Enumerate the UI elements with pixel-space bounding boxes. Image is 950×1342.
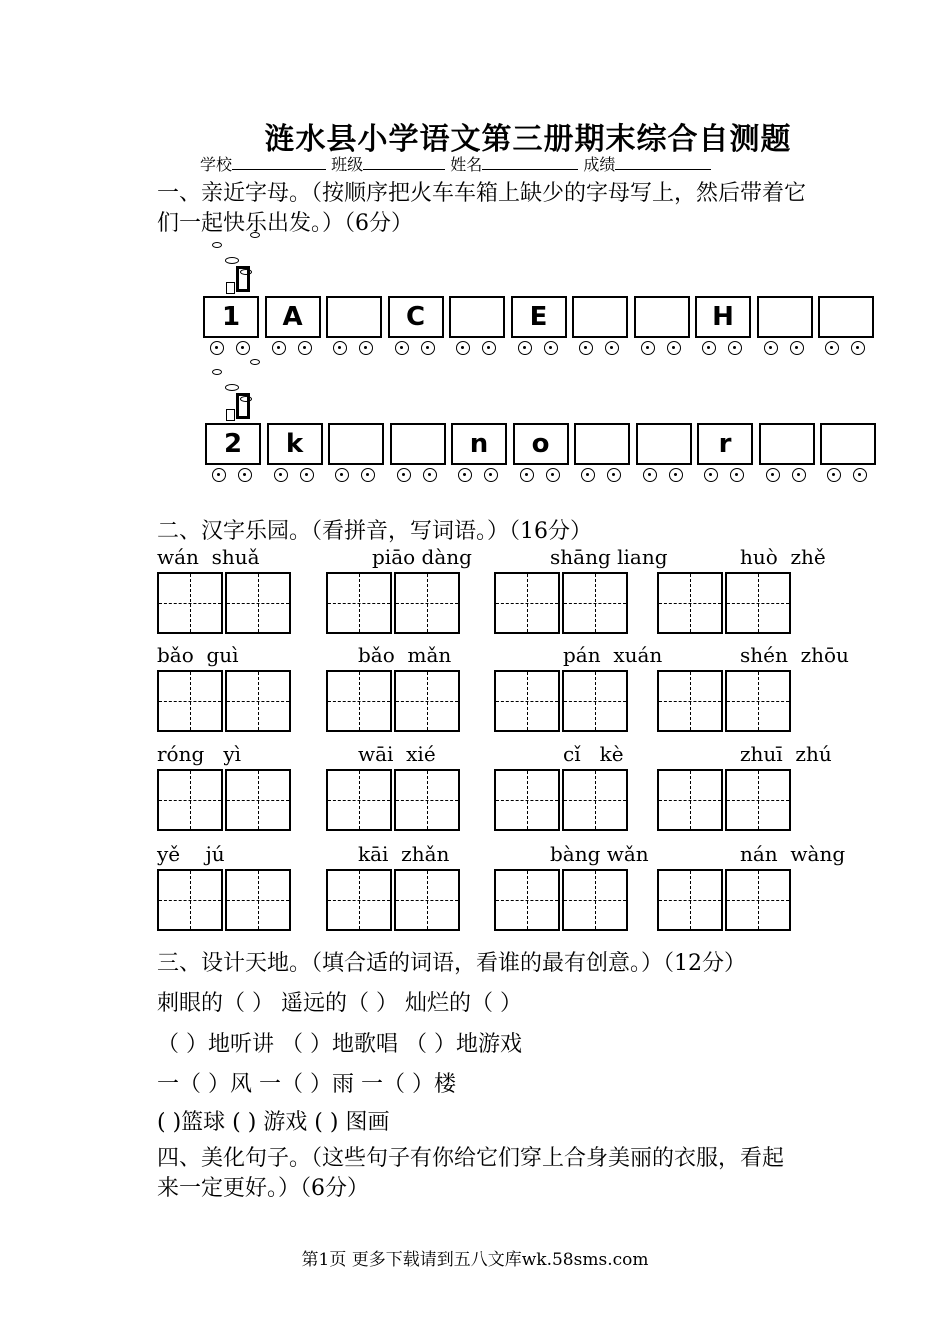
pinyin-label: yě jú	[157, 842, 225, 866]
wheel-icon	[728, 341, 742, 355]
writing-cell[interactable]	[725, 869, 791, 931]
cell-guide-vertical	[359, 771, 360, 829]
wheel-icon	[827, 468, 841, 482]
section3-line-3: 一（ ）风 一（ ）雨 一（ ）楼	[157, 1072, 456, 1097]
writing-cell[interactable]	[562, 869, 628, 931]
wheel-icon	[766, 468, 780, 482]
score-blank[interactable]	[615, 155, 711, 170]
pinyin-label: piāo dàng	[372, 545, 472, 569]
wheel-icon	[423, 468, 437, 482]
wheel-icon	[335, 468, 349, 482]
writing-cell[interactable]	[225, 769, 291, 831]
train-car[interactable]	[820, 423, 876, 465]
class-blank[interactable]	[363, 155, 445, 170]
pinyin-label: zhuī zhú	[740, 742, 832, 766]
section2-heading: 二、汉字乐园。（看拼音，写词语。）（16分）	[157, 519, 592, 544]
wheel-icon	[274, 468, 288, 482]
name-label: 姓名	[450, 155, 483, 174]
cell-guide-vertical	[690, 574, 691, 632]
wheel-icon	[641, 341, 655, 355]
smoke-puff	[212, 369, 222, 375]
pinyin-label: wāi xié	[358, 742, 436, 766]
wheel-icon	[333, 341, 347, 355]
train-car[interactable]	[328, 423, 384, 465]
cell-guide-vertical	[427, 574, 428, 632]
train-car[interactable]	[636, 423, 692, 465]
info-line	[200, 152, 711, 175]
writing-cell[interactable]	[657, 769, 723, 831]
cell-guide-vertical	[258, 771, 259, 829]
wheel-icon	[421, 341, 435, 355]
pinyin-label: shén zhōu	[740, 643, 849, 667]
train-car: k	[267, 423, 323, 465]
smoke-puff	[225, 384, 239, 391]
train-car: o	[513, 423, 569, 465]
chimney	[236, 393, 250, 419]
writing-cell[interactable]	[394, 670, 460, 732]
wheel-icon	[704, 468, 718, 482]
wheel-icon	[669, 468, 683, 482]
wheel-icon	[605, 341, 619, 355]
writing-cell[interactable]	[394, 869, 460, 931]
wheel-icon	[238, 468, 252, 482]
cell-guide-vertical	[527, 771, 528, 829]
wheel-icon	[702, 341, 716, 355]
cell-guide-vertical	[758, 871, 759, 929]
section4-heading-1: 四、美化句子。（这些句子有你给它们穿上合身美丽的衣服，看起	[157, 1146, 785, 1171]
writing-cell[interactable]	[725, 769, 791, 831]
writing-cell[interactable]	[326, 572, 392, 634]
cell-guide-vertical	[359, 574, 360, 632]
engine-car: 1	[203, 296, 259, 338]
chimney	[236, 266, 250, 292]
pinyin-label: wán shuǎ	[157, 545, 260, 569]
wheel-icon	[361, 468, 375, 482]
section1-heading-1: 一、亲近字母。（按顺序把火车车箱上缺少的字母写上，然后带着它	[157, 181, 807, 206]
pinyin-label: bǎo guì	[157, 643, 239, 667]
train-car[interactable]	[759, 423, 815, 465]
wheel-icon	[792, 468, 806, 482]
train-car[interactable]	[326, 296, 382, 338]
wheel-icon	[300, 468, 314, 482]
writing-cell[interactable]	[494, 869, 560, 931]
wheel-icon	[482, 341, 496, 355]
wheel-icon	[730, 468, 744, 482]
cell-guide-vertical	[258, 871, 259, 929]
cab	[226, 409, 235, 421]
pinyin-label: bàng wǎn	[550, 842, 649, 866]
writing-cell[interactable]	[725, 572, 791, 634]
smoke-puff	[212, 242, 222, 248]
page-title: 涟水县小学语文第三册期末综合自测题	[264, 122, 792, 157]
cell-guide-vertical	[258, 574, 259, 632]
train-car: r	[697, 423, 753, 465]
cell-guide-vertical	[427, 871, 428, 929]
wheel-icon	[520, 468, 534, 482]
writing-cell[interactable]	[225, 572, 291, 634]
cell-guide-vertical	[595, 771, 596, 829]
cell-guide-vertical	[595, 672, 596, 730]
page-footer: 第1页 更多下载请到五八文库wk.58sms.com	[301, 1250, 649, 1270]
wheel-icon	[579, 341, 593, 355]
cell-guide-vertical	[190, 771, 191, 829]
train-car: H	[695, 296, 751, 338]
school-blank[interactable]	[232, 155, 326, 170]
cell-guide-vertical	[258, 672, 259, 730]
score-label: 成绩	[583, 155, 616, 174]
cell-guide-vertical	[190, 672, 191, 730]
train-car[interactable]	[574, 423, 630, 465]
writing-cell[interactable]	[157, 670, 223, 732]
train-car[interactable]	[634, 296, 690, 338]
writing-cell[interactable]	[394, 769, 460, 831]
wheel-icon	[210, 341, 224, 355]
cell-guide-vertical	[427, 672, 428, 730]
pinyin-label: cǐ kè	[563, 742, 624, 766]
writing-cell[interactable]	[326, 869, 392, 931]
wheel-icon	[790, 341, 804, 355]
wheel-icon	[272, 341, 286, 355]
wheel-icon	[607, 468, 621, 482]
wheel-icon	[764, 341, 778, 355]
writing-cell[interactable]	[725, 670, 791, 732]
wheel-icon	[458, 468, 472, 482]
pinyin-label: huò zhě	[740, 545, 826, 569]
train-car: n	[451, 423, 507, 465]
cell-guide-vertical	[427, 771, 428, 829]
section4-heading-2: 来一定更好。）（6分）	[157, 1176, 369, 1201]
cell-guide-vertical	[595, 871, 596, 929]
cell-guide-vertical	[527, 672, 528, 730]
wheel-icon	[544, 341, 558, 355]
smoke-puff	[225, 257, 239, 264]
wheel-icon	[546, 468, 560, 482]
writing-cell[interactable]	[657, 869, 723, 931]
section3-line-1: 刺眼的（ ） 遥远的（ ） 灿烂的（ ）	[157, 991, 522, 1016]
wheel-icon	[395, 341, 409, 355]
class-label: 班级	[331, 155, 364, 174]
smoke-puff	[250, 232, 260, 238]
writing-cell[interactable]	[225, 869, 291, 931]
section3-heading: 三、设计天地。（填合适的词语，看谁的最有创意。）（12分）	[157, 951, 746, 976]
cell-guide-vertical	[527, 574, 528, 632]
writing-cell[interactable]	[657, 572, 723, 634]
wheel-icon	[825, 341, 839, 355]
train-car[interactable]	[572, 296, 628, 338]
writing-cell[interactable]	[326, 670, 392, 732]
cell-guide-vertical	[758, 771, 759, 829]
wheel-icon	[397, 468, 411, 482]
cell-guide-vertical	[758, 672, 759, 730]
train-car[interactable]	[818, 296, 874, 338]
cell-guide-vertical	[690, 771, 691, 829]
wheel-icon	[518, 341, 532, 355]
section3-line-4: ( )篮球 ( ) 游戏 ( ) 图画	[157, 1110, 390, 1135]
wheel-icon	[853, 468, 867, 482]
train-car: E	[511, 296, 567, 338]
writing-cell[interactable]	[157, 572, 223, 634]
wheel-icon	[667, 341, 681, 355]
pinyin-label: pán xuán	[563, 643, 663, 667]
cell-guide-vertical	[595, 574, 596, 632]
writing-cell[interactable]	[494, 769, 560, 831]
writing-cell[interactable]	[494, 670, 560, 732]
train-car: C	[388, 296, 444, 338]
pinyin-label: shāng liang	[550, 545, 668, 569]
engine-car: 2	[205, 423, 261, 465]
wheel-icon	[851, 341, 865, 355]
train-car[interactable]	[390, 423, 446, 465]
smoke-puff	[250, 359, 260, 365]
wheel-icon	[456, 341, 470, 355]
wheel-icon	[581, 468, 595, 482]
pinyin-label: bǎo mǎn	[358, 643, 452, 667]
writing-cell[interactable]	[394, 572, 460, 634]
pinyin-label: kāi zhǎn	[358, 842, 450, 866]
cab	[226, 282, 235, 294]
cell-guide-vertical	[690, 871, 691, 929]
section3-line-2: （ ）地听讲 （ ）地歌唱 （ ）地游戏	[157, 1032, 522, 1057]
wheel-icon	[359, 341, 373, 355]
writing-cell[interactable]	[157, 769, 223, 831]
cell-guide-vertical	[190, 871, 191, 929]
name-blank[interactable]	[482, 155, 578, 170]
wheel-icon	[212, 468, 226, 482]
section1-heading-2: 们一起快乐出发。）（6分）	[157, 211, 413, 236]
pinyin-label: róng yì	[157, 742, 242, 766]
wheel-icon	[236, 341, 250, 355]
wheel-icon	[484, 468, 498, 482]
wheel-icon	[298, 341, 312, 355]
writing-cell[interactable]	[494, 572, 560, 634]
cell-guide-vertical	[758, 574, 759, 632]
writing-cell[interactable]	[157, 869, 223, 931]
pinyin-label: nán wàng	[740, 842, 846, 866]
writing-cell[interactable]	[326, 769, 392, 831]
cell-guide-vertical	[359, 871, 360, 929]
cell-guide-vertical	[190, 574, 191, 632]
train-car[interactable]	[449, 296, 505, 338]
wheel-icon	[643, 468, 657, 482]
school-label: 学校	[200, 155, 233, 174]
train-car: A	[265, 296, 321, 338]
cell-guide-vertical	[359, 672, 360, 730]
cell-guide-vertical	[527, 871, 528, 929]
cell-guide-vertical	[690, 672, 691, 730]
writing-cell[interactable]	[562, 769, 628, 831]
writing-cell[interactable]	[657, 670, 723, 732]
writing-cell[interactable]	[562, 670, 628, 732]
writing-cell[interactable]	[562, 572, 628, 634]
writing-cell[interactable]	[225, 670, 291, 732]
train-car[interactable]	[757, 296, 813, 338]
